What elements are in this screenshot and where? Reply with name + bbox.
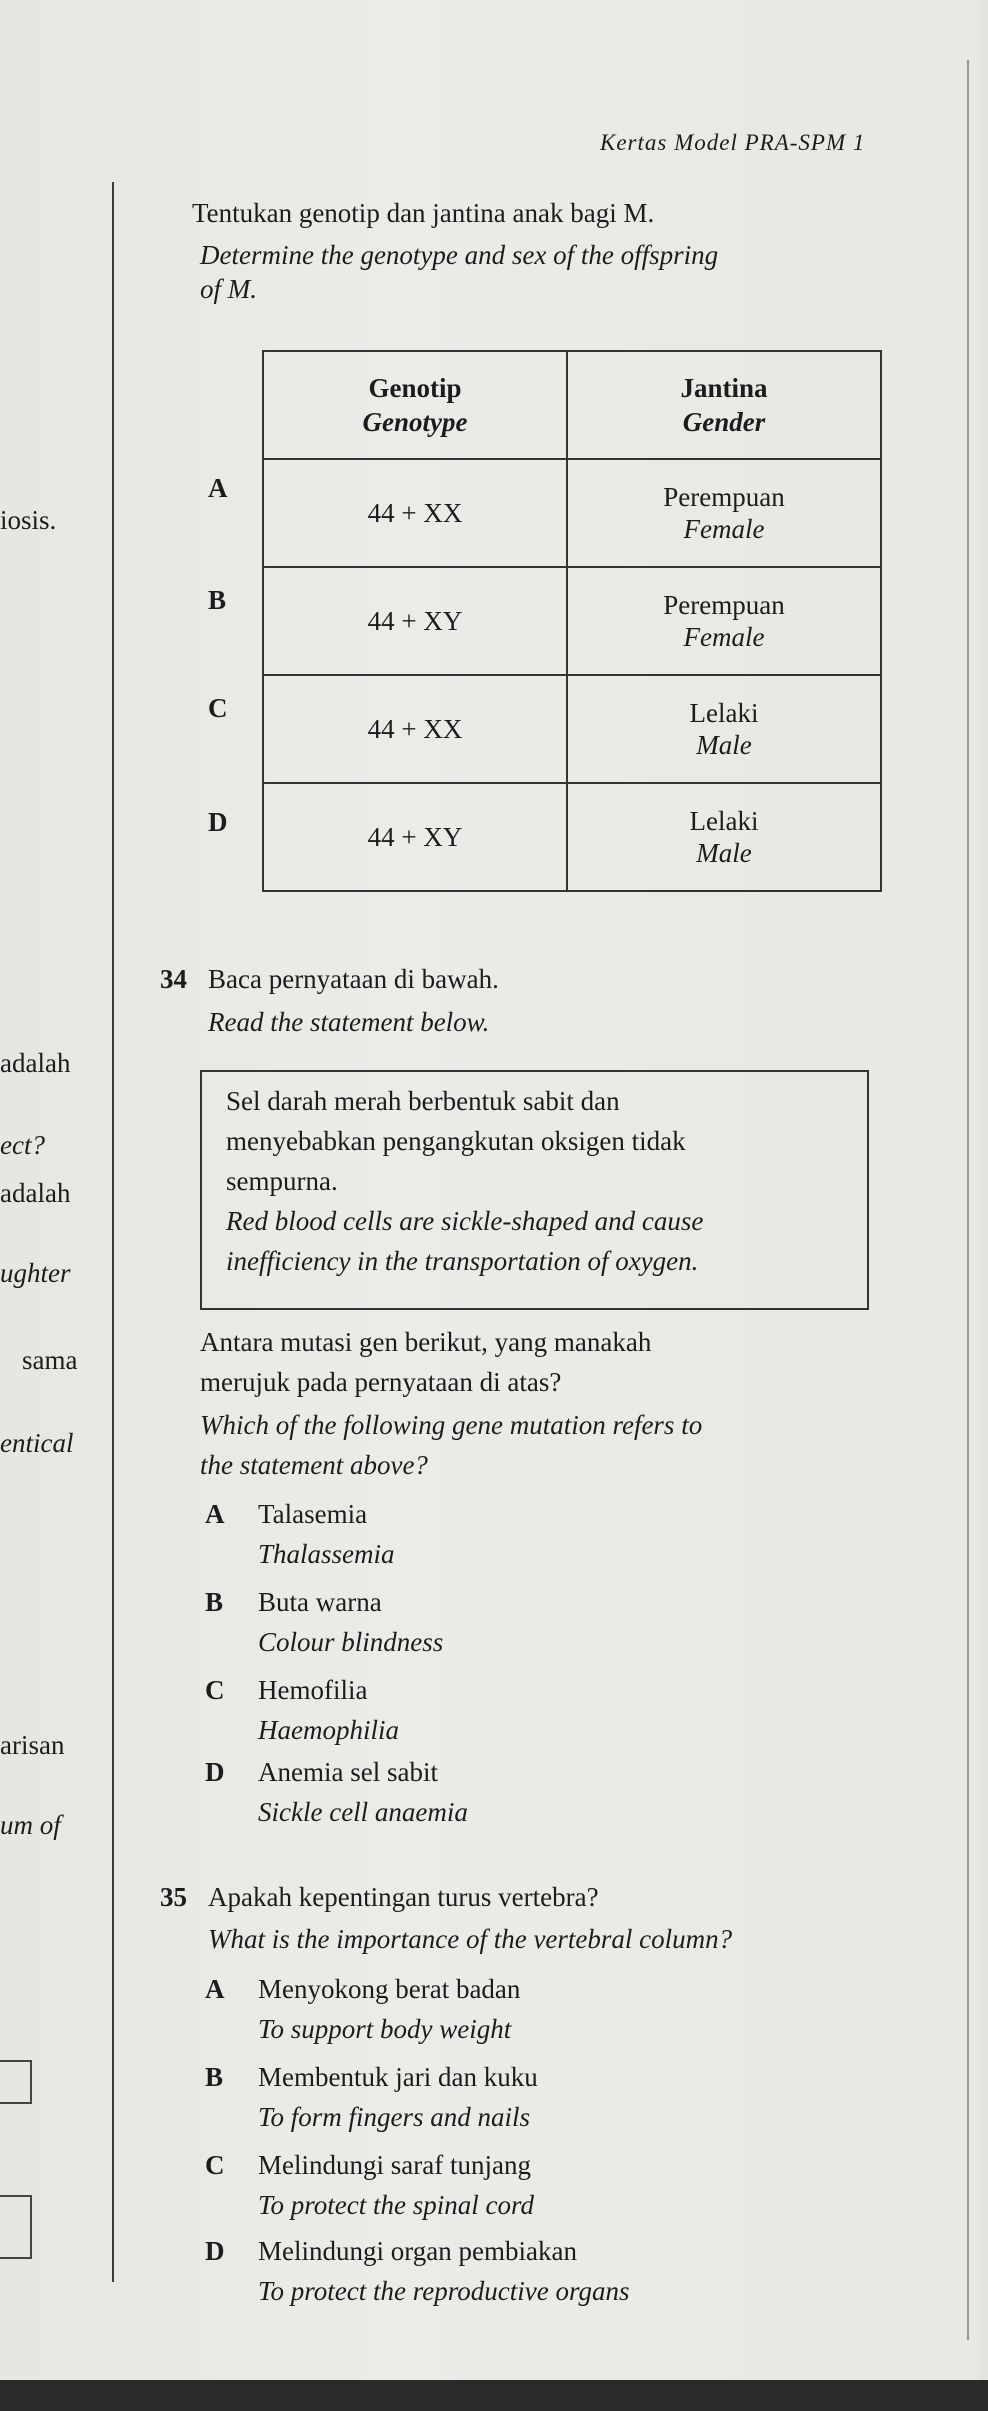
- gender-cell: Lelaki Male: [567, 783, 881, 891]
- gender-cell: Lelaki Male: [567, 675, 881, 783]
- left-fragment: entical: [0, 1428, 74, 1458]
- option-text-ms[interactable]: Melindungi organ pembiakan: [258, 2236, 577, 2266]
- answer-box-icon: [0, 2060, 32, 2104]
- option-letter[interactable]: A: [205, 1974, 225, 2004]
- option-text-ms[interactable]: Menyokong berat badan: [258, 1974, 521, 2004]
- q33-prompt-en: Determine the genotype and sex of the offspring: [200, 240, 719, 270]
- option-text-en: To form fingers and nails: [258, 2102, 531, 2132]
- option-letter[interactable]: B: [205, 2062, 224, 2092]
- q34-prompt-en: Read the statement below.: [208, 1007, 490, 1037]
- statement-ms-line: Sel darah merah berbentuk sabit dan: [226, 1086, 620, 1116]
- genotype-cell: 44 + XX: [263, 675, 567, 783]
- table-row: [263, 567, 881, 675]
- col-gender-en: Gender: [682, 407, 766, 437]
- q34-question-ms: Antara mutasi gen berikut, yang manakah: [200, 1327, 652, 1357]
- option-text-en: Colour blindness: [258, 1627, 444, 1657]
- col-genotype-en: Genotype: [362, 407, 468, 437]
- option-text-ms[interactable]: Talasemia: [258, 1499, 368, 1529]
- genotype-cell: 44 + XY: [263, 783, 567, 891]
- statement-ms-line: menyebabkan pengangkutan oksigen tidak: [226, 1126, 686, 1156]
- option-letter[interactable]: B: [208, 585, 227, 615]
- option-text-ms[interactable]: Membentuk jari dan kuku: [258, 2062, 538, 2092]
- answer-box-icon: [0, 2195, 32, 2259]
- option-text-ms[interactable]: Hemofilia: [258, 1675, 368, 1705]
- option-text-en: Haemophilia: [258, 1715, 399, 1745]
- option-letter[interactable]: C: [205, 2150, 225, 2180]
- left-fragment: adalah: [0, 1048, 71, 1078]
- option-text-en: To support body weight: [258, 2014, 512, 2044]
- option-letter[interactable]: D: [208, 807, 228, 837]
- col-gender-header: [567, 351, 881, 459]
- option-text-ms[interactable]: Buta warna: [258, 1587, 382, 1617]
- col-gender-ms: Jantina: [680, 373, 768, 403]
- left-fragment: adalah: [0, 1178, 71, 1208]
- option-text-en: Thalassemia: [258, 1539, 395, 1569]
- option-text-en: To protect the spinal cord: [258, 2190, 534, 2220]
- q35-prompt-ms: Apakah kepentingan turus vertebra?: [208, 1882, 599, 1912]
- statement-en-line: inefficiency in the transportation of oxygen.: [226, 1246, 699, 1276]
- q34-number: 34: [160, 964, 187, 994]
- genotype-table: [262, 350, 882, 892]
- left-fragment: arisan: [0, 1730, 65, 1760]
- option-text-ms[interactable]: Melindungi saraf tunjang: [258, 2150, 531, 2180]
- option-letter[interactable]: C: [208, 693, 228, 723]
- option-letter[interactable]: D: [205, 1757, 225, 1787]
- q33-prompt-en-cont: of M.: [200, 274, 257, 304]
- option-letter[interactable]: A: [205, 1499, 225, 1529]
- left-column-rule: [112, 182, 114, 2282]
- option-letter[interactable]: A: [208, 473, 228, 503]
- left-fragment: ect?: [0, 1130, 45, 1160]
- page-bottom-edge: [0, 2380, 988, 2411]
- genotype-cell: 44 + XX: [263, 459, 567, 567]
- option-letter[interactable]: B: [205, 1587, 224, 1617]
- left-fragment: sama: [22, 1345, 78, 1375]
- col-genotype-header: [263, 351, 567, 459]
- option-text-en: To protect the reproductive organs: [258, 2276, 630, 2306]
- left-fragment: iosis.: [0, 505, 57, 535]
- option-letter[interactable]: D: [205, 2236, 225, 2266]
- gender-cell: Perempuan Female: [567, 567, 881, 675]
- left-fragment: um of: [0, 1810, 61, 1840]
- q34-prompt-ms: Baca pernyataan di bawah.: [208, 964, 499, 994]
- q34-question-en: Which of the following gene mutation refers to: [200, 1410, 703, 1440]
- q34-question-ms-cont: merujuk pada pernyataan di atas?: [200, 1367, 562, 1397]
- left-fragment: ughter: [0, 1258, 71, 1288]
- table-row: [263, 675, 881, 783]
- q35-prompt-en: What is the importance of the vertebral column?: [208, 1924, 733, 1954]
- q34-question-en-cont: the statement above?: [200, 1450, 428, 1480]
- q33-prompt-ms: Tentukan genotip dan jantina anak bagi M.: [192, 198, 655, 228]
- statement-en-line: Red blood cells are sickle-shaped and cause: [226, 1206, 704, 1236]
- gender-cell: Perempuan Female: [567, 459, 881, 567]
- q35-number: 35: [160, 1882, 187, 1912]
- genotype-cell: 44 + XY: [263, 567, 567, 675]
- paper-header: Kertas Model PRA-SPM 1: [600, 130, 866, 155]
- col-genotype-ms: Genotip: [368, 373, 462, 403]
- right-page-edge: [967, 60, 969, 2340]
- table-row: [263, 459, 881, 567]
- option-text-en: Sickle cell anaemia: [258, 1797, 468, 1827]
- option-text-ms[interactable]: Anemia sel sabit: [258, 1757, 438, 1787]
- statement-ms-line: sempurna.: [226, 1166, 338, 1196]
- option-letter[interactable]: C: [205, 1675, 225, 1705]
- table-row: [263, 783, 881, 891]
- statement-box: [200, 1070, 869, 1310]
